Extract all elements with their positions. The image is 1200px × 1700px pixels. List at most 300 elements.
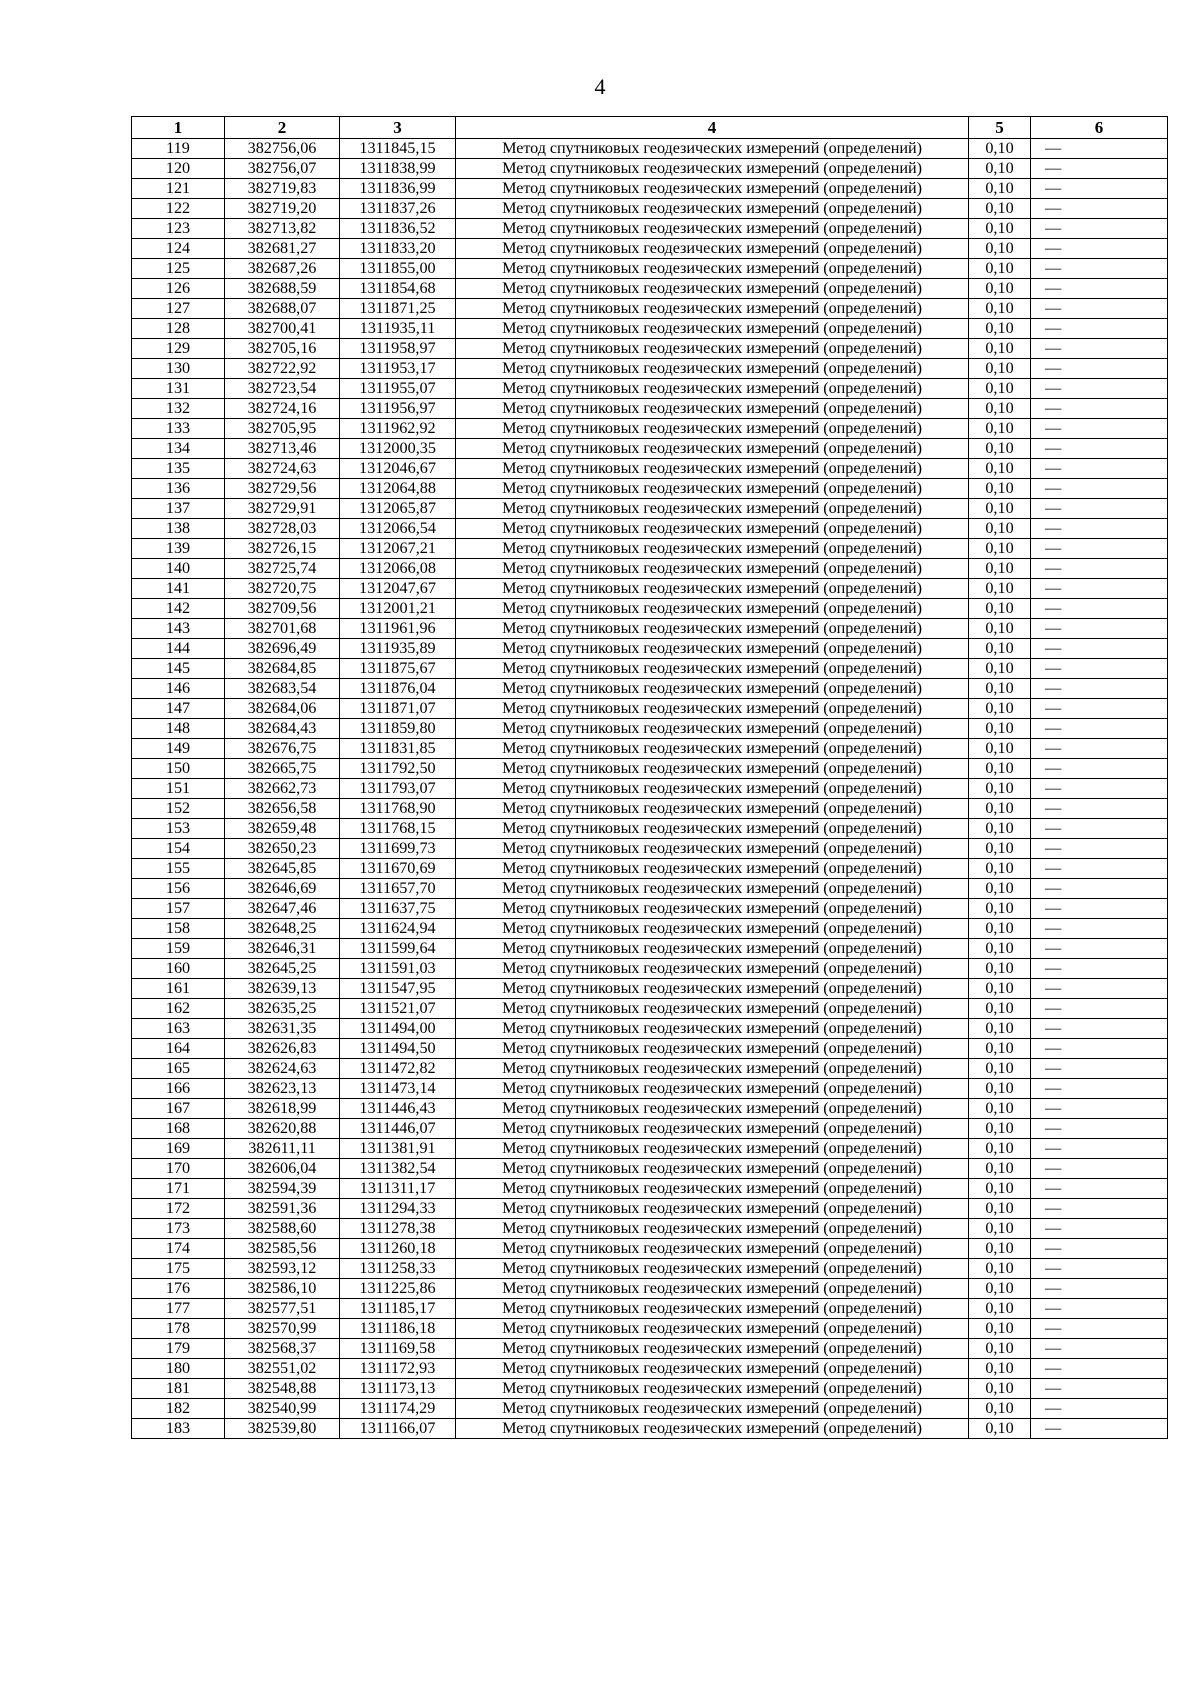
- cell-note: —: [1031, 559, 1168, 579]
- cell-coord-x: 382586,10: [225, 1279, 340, 1299]
- cell-coord-x: 382729,91: [225, 499, 340, 519]
- cell-point-number: 174: [132, 1239, 225, 1259]
- cell-accuracy: 0,10: [969, 799, 1031, 819]
- cell-coord-y: 1312064,88: [340, 479, 456, 499]
- cell-method: Метод спутниковых геодезических измерений (определений): [456, 1319, 969, 1339]
- cell-note: —: [1031, 399, 1168, 419]
- cell-point-number: 143: [132, 619, 225, 639]
- cell-coord-x: 382568,37: [225, 1339, 340, 1359]
- cell-point-number: 137: [132, 499, 225, 519]
- table-row: [132, 719, 1168, 739]
- cell-point-number: 139: [132, 539, 225, 559]
- cell-coord-x: 382593,12: [225, 1259, 340, 1279]
- cell-point-number: 175: [132, 1259, 225, 1279]
- cell-coord-y: 1311473,14: [340, 1079, 456, 1099]
- table-row: [132, 1319, 1168, 1339]
- cell-point-number: 123: [132, 219, 225, 239]
- cell-point-number: 146: [132, 679, 225, 699]
- cell-accuracy: 0,10: [969, 319, 1031, 339]
- cell-method: Метод спутниковых геодезических измерений (определений): [456, 519, 969, 539]
- cell-coord-x: 382728,03: [225, 519, 340, 539]
- cell-coord-x: 382724,63: [225, 459, 340, 479]
- cell-point-number: 136: [132, 479, 225, 499]
- cell-accuracy: 0,10: [969, 439, 1031, 459]
- cell-coord-y: 1311875,67: [340, 659, 456, 679]
- cell-coord-x: 382756,07: [225, 159, 340, 179]
- cell-coord-y: 1311294,33: [340, 1199, 456, 1219]
- cell-coord-y: 1311956,97: [340, 399, 456, 419]
- cell-note: —: [1031, 1259, 1168, 1279]
- cell-method: Метод спутниковых геодезических измерений (определений): [456, 759, 969, 779]
- cell-point-number: 131: [132, 379, 225, 399]
- cell-note: —: [1031, 139, 1168, 159]
- cell-point-number: 124: [132, 239, 225, 259]
- cell-accuracy: 0,10: [969, 479, 1031, 499]
- cell-coord-x: 382639,13: [225, 979, 340, 999]
- cell-note: —: [1031, 1039, 1168, 1059]
- cell-note: —: [1031, 699, 1168, 719]
- cell-accuracy: 0,10: [969, 1179, 1031, 1199]
- cell-method: Метод спутниковых геодезических измерений (определений): [456, 799, 969, 819]
- cell-note: —: [1031, 499, 1168, 519]
- cell-coord-x: 382548,88: [225, 1379, 340, 1399]
- cell-accuracy: 0,10: [969, 1319, 1031, 1339]
- cell-note: —: [1031, 459, 1168, 479]
- cell-note: —: [1031, 719, 1168, 739]
- table-row: [132, 179, 1168, 199]
- cell-coord-x: 382696,49: [225, 639, 340, 659]
- cell-coord-x: 382650,23: [225, 839, 340, 859]
- cell-accuracy: 0,10: [969, 459, 1031, 479]
- cell-point-number: 127: [132, 299, 225, 319]
- cell-point-number: 153: [132, 819, 225, 839]
- header-col-5: 5: [969, 117, 1031, 139]
- cell-point-number: 160: [132, 959, 225, 979]
- cell-coord-y: 1311591,03: [340, 959, 456, 979]
- cell-coord-y: 1311935,11: [340, 319, 456, 339]
- cell-point-number: 177: [132, 1299, 225, 1319]
- table-row: [132, 1399, 1168, 1419]
- cell-coord-y: 1311311,17: [340, 1179, 456, 1199]
- table-row: [132, 479, 1168, 499]
- cell-point-number: 181: [132, 1379, 225, 1399]
- cell-method: Метод спутниковых геодезических измерений (определений): [456, 679, 969, 699]
- cell-method: Метод спутниковых геодезических измерений (определений): [456, 699, 969, 719]
- cell-method: Метод спутниковых геодезических измерений (определений): [456, 139, 969, 159]
- cell-coord-y: 1311845,15: [340, 139, 456, 159]
- cell-note: —: [1031, 1239, 1168, 1259]
- cell-coord-x: 382624,63: [225, 1059, 340, 1079]
- cell-coord-x: 382684,06: [225, 699, 340, 719]
- cell-note: —: [1031, 659, 1168, 679]
- cell-note: —: [1031, 1319, 1168, 1339]
- table-row: [132, 1199, 1168, 1219]
- table-row: [132, 579, 1168, 599]
- table-row: [132, 679, 1168, 699]
- cell-note: —: [1031, 239, 1168, 259]
- cell-note: —: [1031, 379, 1168, 399]
- cell-accuracy: 0,10: [969, 219, 1031, 239]
- table-row: [132, 739, 1168, 759]
- cell-point-number: 149: [132, 739, 225, 759]
- cell-accuracy: 0,10: [969, 259, 1031, 279]
- cell-point-number: 154: [132, 839, 225, 859]
- cell-coord-y: 1311836,99: [340, 179, 456, 199]
- cell-method: Метод спутниковых геодезических измерений (определений): [456, 899, 969, 919]
- cell-point-number: 125: [132, 259, 225, 279]
- cell-coord-x: 382626,83: [225, 1039, 340, 1059]
- cell-method: Метод спутниковых геодезических измерений (определений): [456, 1359, 969, 1379]
- cell-coord-x: 382701,68: [225, 619, 340, 639]
- table-row: [132, 539, 1168, 559]
- cell-coord-y: 1311186,18: [340, 1319, 456, 1339]
- cell-accuracy: 0,10: [969, 1219, 1031, 1239]
- cell-method: Метод спутниковых геодезических измерений (определений): [456, 1219, 969, 1239]
- cell-coord-y: 1311169,58: [340, 1339, 456, 1359]
- table-row: [132, 1059, 1168, 1079]
- cell-coord-x: 382719,20: [225, 199, 340, 219]
- cell-method: Метод спутниковых геодезических измерений (определений): [456, 339, 969, 359]
- cell-note: —: [1031, 359, 1168, 379]
- header-col-4: 4: [456, 117, 969, 139]
- cell-coord-y: 1312067,21: [340, 539, 456, 559]
- cell-note: —: [1031, 1159, 1168, 1179]
- cell-note: —: [1031, 819, 1168, 839]
- cell-method: Метод спутниковых геодезических измерений (определений): [456, 559, 969, 579]
- cell-coord-y: 1312046,67: [340, 459, 456, 479]
- cell-point-number: 163: [132, 1019, 225, 1039]
- cell-accuracy: 0,10: [969, 639, 1031, 659]
- cell-method: Метод спутниковых геодезических измерений (определений): [456, 1339, 969, 1359]
- cell-method: Метод спутниковых геодезических измерений (определений): [456, 539, 969, 559]
- cell-method: Метод спутниковых геодезических измерений (определений): [456, 579, 969, 599]
- cell-coord-y: 1311962,92: [340, 419, 456, 439]
- cell-coord-x: 382659,48: [225, 819, 340, 839]
- table-row: [132, 1099, 1168, 1119]
- cell-coord-y: 1311768,90: [340, 799, 456, 819]
- cell-note: —: [1031, 1019, 1168, 1039]
- cell-point-number: 150: [132, 759, 225, 779]
- header-col-2: 2: [225, 117, 340, 139]
- cell-accuracy: 0,10: [969, 199, 1031, 219]
- cell-coord-y: 1311657,70: [340, 879, 456, 899]
- cell-coord-y: 1311258,33: [340, 1259, 456, 1279]
- cell-method: Метод спутниковых геодезических измерений (определений): [456, 1059, 969, 1079]
- cell-method: Метод спутниковых геодезических измерений (определений): [456, 599, 969, 619]
- cell-point-number: 169: [132, 1139, 225, 1159]
- table-row: [132, 779, 1168, 799]
- cell-coord-y: 1311624,94: [340, 919, 456, 939]
- cell-accuracy: 0,10: [969, 979, 1031, 999]
- cell-coord-y: 1311382,54: [340, 1159, 456, 1179]
- cell-coord-x: 382594,39: [225, 1179, 340, 1199]
- cell-method: Метод спутниковых геодезических измерений (определений): [456, 619, 969, 639]
- cell-coord-x: 382611,11: [225, 1139, 340, 1159]
- page-number: 4: [594, 74, 606, 99]
- table-row: [132, 139, 1168, 159]
- cell-note: —: [1031, 1219, 1168, 1239]
- table-row: [132, 219, 1168, 239]
- cell-accuracy: 0,10: [969, 539, 1031, 559]
- cell-point-number: 172: [132, 1199, 225, 1219]
- cell-coord-x: 382662,73: [225, 779, 340, 799]
- cell-coord-x: 382687,26: [225, 259, 340, 279]
- cell-method: Метод спутниковых геодезических измерений (определений): [456, 1239, 969, 1259]
- table-row: [132, 879, 1168, 899]
- cell-coord-x: 382705,95: [225, 419, 340, 439]
- table-row: [132, 239, 1168, 259]
- cell-coord-y: 1311699,73: [340, 839, 456, 859]
- cell-coord-y: 1311859,80: [340, 719, 456, 739]
- cell-accuracy: 0,10: [969, 339, 1031, 359]
- cell-note: —: [1031, 1059, 1168, 1079]
- cell-coord-y: 1311961,96: [340, 619, 456, 639]
- cell-coord-x: 382606,04: [225, 1159, 340, 1179]
- cell-accuracy: 0,10: [969, 279, 1031, 299]
- cell-note: —: [1031, 479, 1168, 499]
- cell-coord-x: 382539,80: [225, 1419, 340, 1439]
- cell-coord-y: 1311166,07: [340, 1419, 456, 1439]
- cell-point-number: 138: [132, 519, 225, 539]
- table-row: [132, 899, 1168, 919]
- cell-coord-x: 382729,56: [225, 479, 340, 499]
- table-row: [132, 999, 1168, 1019]
- cell-coord-y: 1311173,13: [340, 1379, 456, 1399]
- cell-note: —: [1031, 1379, 1168, 1399]
- cell-point-number: 165: [132, 1059, 225, 1079]
- cell-coord-y: 1312001,21: [340, 599, 456, 619]
- cell-coord-x: 382722,92: [225, 359, 340, 379]
- table-row: [132, 1039, 1168, 1059]
- cell-note: —: [1031, 1079, 1168, 1099]
- cell-note: —: [1031, 339, 1168, 359]
- cell-accuracy: 0,10: [969, 1359, 1031, 1379]
- cell-coord-x: 382725,74: [225, 559, 340, 579]
- cell-accuracy: 0,10: [969, 579, 1031, 599]
- cell-coord-y: 1311185,17: [340, 1299, 456, 1319]
- cell-accuracy: 0,10: [969, 179, 1031, 199]
- cell-method: Метод спутниковых геодезических измерений (определений): [456, 1139, 969, 1159]
- cell-coord-y: 1312066,08: [340, 559, 456, 579]
- cell-point-number: 145: [132, 659, 225, 679]
- table-row: [132, 299, 1168, 319]
- cell-coord-x: 382570,99: [225, 1319, 340, 1339]
- cell-coord-y: 1312047,67: [340, 579, 456, 599]
- cell-accuracy: 0,10: [969, 1019, 1031, 1039]
- table-row: [132, 939, 1168, 959]
- cell-note: —: [1031, 259, 1168, 279]
- cell-method: Метод спутниковых геодезических измерений (определений): [456, 739, 969, 759]
- cell-accuracy: 0,10: [969, 239, 1031, 259]
- cell-method: Метод спутниковых геодезических измерений (определений): [456, 319, 969, 339]
- cell-coord-y: 1311955,07: [340, 379, 456, 399]
- cell-point-number: 144: [132, 639, 225, 659]
- cell-accuracy: 0,10: [969, 1139, 1031, 1159]
- cell-point-number: 170: [132, 1159, 225, 1179]
- cell-coord-y: 1311225,86: [340, 1279, 456, 1299]
- cell-coord-x: 382577,51: [225, 1299, 340, 1319]
- cell-method: Метод спутниковых геодезических измерений (определений): [456, 279, 969, 299]
- cell-coord-x: 382620,88: [225, 1119, 340, 1139]
- table-row: [132, 559, 1168, 579]
- cell-point-number: 164: [132, 1039, 225, 1059]
- cell-accuracy: 0,10: [969, 559, 1031, 579]
- cell-method: Метод спутниковых геодезических измерений (определений): [456, 299, 969, 319]
- cell-coord-y: 1311854,68: [340, 279, 456, 299]
- cell-coord-x: 382646,31: [225, 939, 340, 959]
- table-row: [132, 259, 1168, 279]
- cell-note: —: [1031, 939, 1168, 959]
- cell-point-number: 166: [132, 1079, 225, 1099]
- cell-accuracy: 0,10: [969, 1239, 1031, 1259]
- table-row: [132, 319, 1168, 339]
- cell-point-number: 171: [132, 1179, 225, 1199]
- cell-coord-y: 1311871,25: [340, 299, 456, 319]
- cell-coord-y: 1311871,07: [340, 699, 456, 719]
- cell-method: Метод спутниковых геодезических измерений (определений): [456, 859, 969, 879]
- cell-point-number: 161: [132, 979, 225, 999]
- cell-coord-y: 1311278,38: [340, 1219, 456, 1239]
- cell-note: —: [1031, 919, 1168, 939]
- cell-note: —: [1031, 579, 1168, 599]
- coordinates-table: [131, 116, 1168, 1439]
- cell-method: Метод спутниковых геодезических измерений (определений): [456, 1159, 969, 1179]
- table-row: [132, 1119, 1168, 1139]
- cell-accuracy: 0,10: [969, 699, 1031, 719]
- cell-method: Метод спутниковых геодезических измерений (определений): [456, 399, 969, 419]
- cell-point-number: 130: [132, 359, 225, 379]
- cell-point-number: 158: [132, 919, 225, 939]
- cell-method: Метод спутниковых геодезических измерений (определений): [456, 1399, 969, 1419]
- cell-coord-y: 1311446,07: [340, 1119, 456, 1139]
- cell-coord-x: 382647,46: [225, 899, 340, 919]
- table-row: [132, 919, 1168, 939]
- table-row: [132, 519, 1168, 539]
- cell-method: Метод спутниковых геодезических измерений (определений): [456, 659, 969, 679]
- cell-accuracy: 0,10: [969, 839, 1031, 859]
- cell-coord-y: 1311599,64: [340, 939, 456, 959]
- table-row: [132, 359, 1168, 379]
- cell-method: Метод спутниковых геодезических измерений (определений): [456, 479, 969, 499]
- cell-note: —: [1031, 299, 1168, 319]
- cell-point-number: 162: [132, 999, 225, 1019]
- cell-note: —: [1031, 619, 1168, 639]
- cell-point-number: 157: [132, 899, 225, 919]
- table-body: [132, 139, 1168, 1439]
- cell-accuracy: 0,10: [969, 779, 1031, 799]
- cell-coord-y: 1311855,00: [340, 259, 456, 279]
- table-row: [132, 1419, 1168, 1439]
- cell-coord-y: 1311670,69: [340, 859, 456, 879]
- cell-coord-y: 1311876,04: [340, 679, 456, 699]
- cell-coord-x: 382713,46: [225, 439, 340, 459]
- cell-coord-x: 382551,02: [225, 1359, 340, 1379]
- cell-accuracy: 0,10: [969, 599, 1031, 619]
- cell-note: —: [1031, 419, 1168, 439]
- cell-point-number: 152: [132, 799, 225, 819]
- cell-accuracy: 0,10: [969, 1379, 1031, 1399]
- cell-coord-y: 1312066,54: [340, 519, 456, 539]
- cell-method: Метод спутниковых геодезических измерений (определений): [456, 439, 969, 459]
- cell-accuracy: 0,10: [969, 1099, 1031, 1119]
- cell-accuracy: 0,10: [969, 519, 1031, 539]
- cell-point-number: 129: [132, 339, 225, 359]
- table-row: [132, 499, 1168, 519]
- table-row: [132, 759, 1168, 779]
- cell-method: Метод спутниковых геодезических измерений (определений): [456, 939, 969, 959]
- cell-accuracy: 0,10: [969, 1079, 1031, 1099]
- cell-accuracy: 0,10: [969, 1039, 1031, 1059]
- cell-note: —: [1031, 1399, 1168, 1419]
- cell-note: —: [1031, 679, 1168, 699]
- cell-coord-x: 382688,07: [225, 299, 340, 319]
- table-row: [132, 1179, 1168, 1199]
- cell-accuracy: 0,10: [969, 1199, 1031, 1219]
- cell-accuracy: 0,10: [969, 399, 1031, 419]
- table-row: [132, 619, 1168, 639]
- cell-coord-x: 382676,75: [225, 739, 340, 759]
- cell-coord-x: 382618,99: [225, 1099, 340, 1119]
- cell-accuracy: 0,10: [969, 379, 1031, 399]
- cell-note: —: [1031, 859, 1168, 879]
- cell-method: Метод спутниковых геодезических измерений (определений): [456, 959, 969, 979]
- table-row: [132, 959, 1168, 979]
- cell-coord-y: 1311547,95: [340, 979, 456, 999]
- cell-accuracy: 0,10: [969, 419, 1031, 439]
- cell-method: Метод спутниковых геодезических измерений (определений): [456, 879, 969, 899]
- cell-method: Метод спутниковых геодезических измерений (определений): [456, 459, 969, 479]
- cell-accuracy: 0,10: [969, 1159, 1031, 1179]
- cell-note: —: [1031, 599, 1168, 619]
- cell-coord-y: 1311935,89: [340, 639, 456, 659]
- header-col-6: 6: [1031, 117, 1168, 139]
- cell-coord-y: 1312000,35: [340, 439, 456, 459]
- cell-accuracy: 0,10: [969, 919, 1031, 939]
- cell-note: —: [1031, 439, 1168, 459]
- cell-accuracy: 0,10: [969, 959, 1031, 979]
- cell-coord-y: 1311472,82: [340, 1059, 456, 1079]
- cell-point-number: 120: [132, 159, 225, 179]
- cell-point-number: 182: [132, 1399, 225, 1419]
- cell-method: Метод спутниковых геодезических измерений (определений): [456, 1179, 969, 1199]
- cell-coord-x: 382726,15: [225, 539, 340, 559]
- cell-method: Метод спутниковых геодезических измерений (определений): [456, 359, 969, 379]
- cell-accuracy: 0,10: [969, 1399, 1031, 1419]
- table-row: [132, 459, 1168, 479]
- cell-coord-x: 382724,16: [225, 399, 340, 419]
- cell-coord-x: 382709,56: [225, 599, 340, 619]
- cell-coord-x: 382645,85: [225, 859, 340, 879]
- cell-coord-y: 1311521,07: [340, 999, 456, 1019]
- table-row: [132, 379, 1168, 399]
- cell-coord-x: 382540,99: [225, 1399, 340, 1419]
- cell-accuracy: 0,10: [969, 879, 1031, 899]
- cell-note: —: [1031, 159, 1168, 179]
- cell-point-number: 121: [132, 179, 225, 199]
- cell-point-number: 183: [132, 1419, 225, 1439]
- table-row: [132, 199, 1168, 219]
- cell-coord-x: 382648,25: [225, 919, 340, 939]
- cell-method: Метод спутниковых геодезических измерений (определений): [456, 719, 969, 739]
- cell-coord-x: 382713,82: [225, 219, 340, 239]
- cell-method: Метод спутниковых геодезических измерений (определений): [456, 1279, 969, 1299]
- cell-accuracy: 0,10: [969, 359, 1031, 379]
- cell-coord-x: 382688,59: [225, 279, 340, 299]
- cell-coord-y: 1311836,52: [340, 219, 456, 239]
- cell-coord-y: 1311838,99: [340, 159, 456, 179]
- table-row: [132, 1019, 1168, 1039]
- cell-method: Метод спутниковых геодезических измерений (определений): [456, 779, 969, 799]
